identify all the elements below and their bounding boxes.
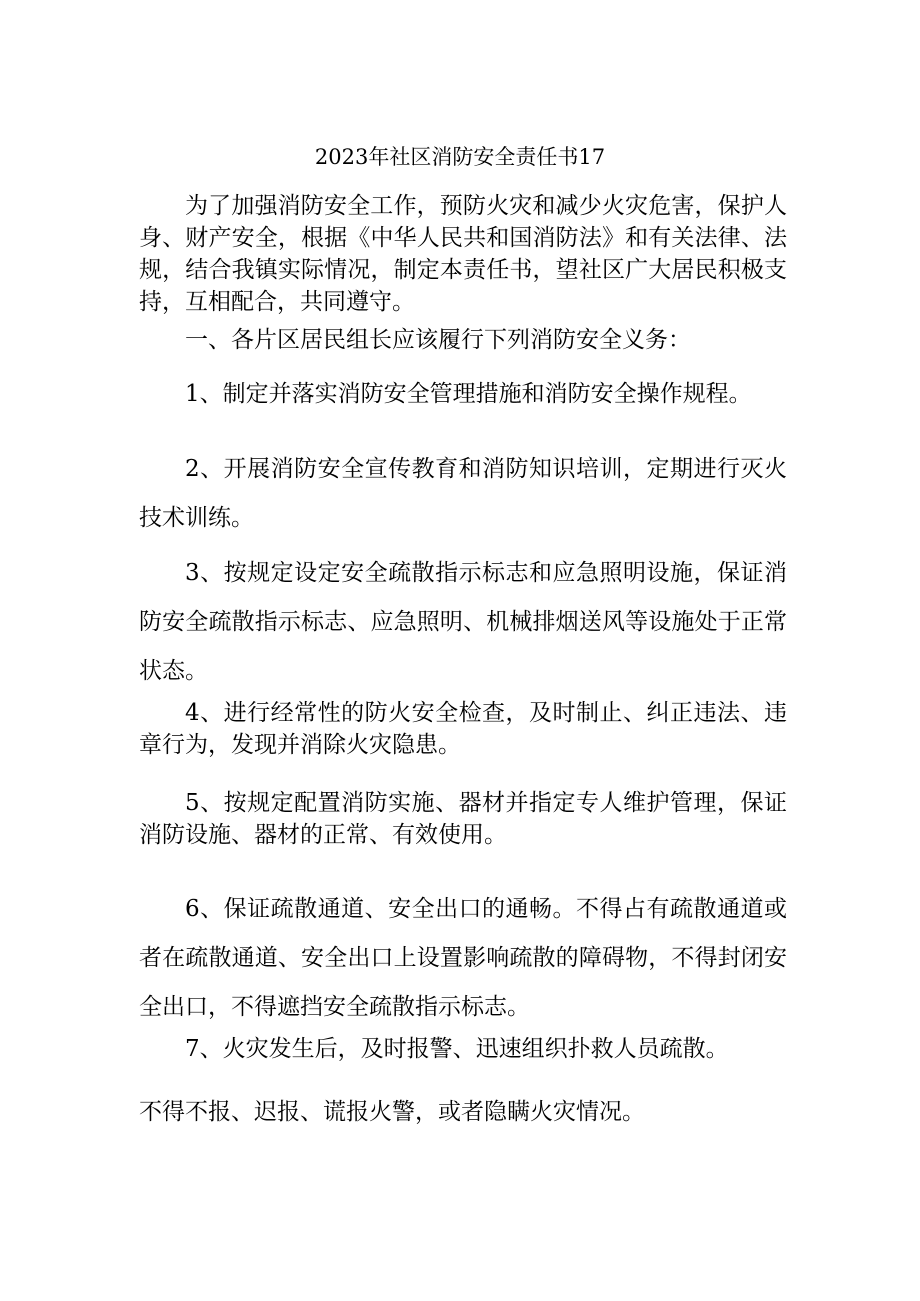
item-1-paragraph: 1、制定并落实消防安全管理措施和消防安全操作规程。 <box>185 381 752 407</box>
continuation-paragraph: 不得不报、迟报、谎报火警，或者隐瞒火灾情况。 <box>139 1099 645 1125</box>
intro-paragraph: 为了加强消防安全工作，预防火灾和减少火灾危害，保护人身、财产安全，根据《中华人民共和国消防法》和有关法律、法规，结合我镇实际情况，制定本责任书，望社区广大居民积极支持，互相配合，共同遵守。 <box>139 193 787 315</box>
item-7-paragraph: 7、火灾发生后，及时报警、迅速组织扑救人员疏散。 <box>185 1036 729 1062</box>
section-heading: 一、各片区居民组长应该履行下列消防安全义务： <box>185 327 691 353</box>
document-title: 2023年社区消防安全责任书17 <box>314 145 606 169</box>
item-3-paragraph: 3、按规定设定安全疏散指示标志和应急照明设施，保证消防安全疏散指示标志、应急照明、机械排烟送风等设施处于正常状态。 <box>139 560 787 684</box>
item-5-paragraph: 5、按规定配置消防实施、器材并指定专人维护管理，保证消防设施、器材的正常、有效使用。 <box>139 790 787 848</box>
item-4-paragraph: 4、进行经常性的防火安全检查，及时制止、纠正违法、违章行为，发现并消除火灾隐患。 <box>139 700 787 758</box>
item-6-paragraph: 6、保证疏散通道、安全出口的通畅。不得占有疏散通道或者在疏散通道、安全出口上设置影响疏散的障碍物，不得封闭安全出口，不得遮挡安全疏散指示标志。 <box>139 896 787 1020</box>
item-2-paragraph: 2、开展消防安全宣传教育和消防知识培训，定期进行灭火技术训练。 <box>139 456 787 531</box>
